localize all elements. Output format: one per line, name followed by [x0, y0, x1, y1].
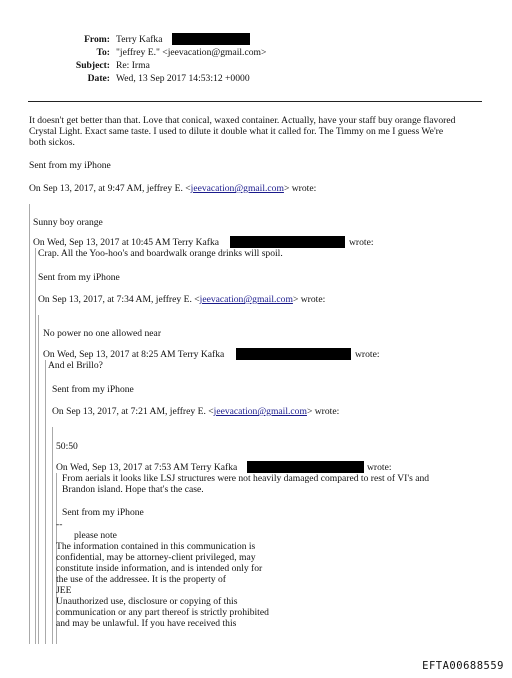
quoted-message: No power no one allowed near: [43, 328, 162, 339]
body-line: both sickos.: [29, 137, 75, 148]
email-link[interactable]: jeevacation@gmail.com: [199, 294, 293, 305]
quote-attribution: [38, 294, 325, 305]
quoted-message: Brandon island. Hope that's the case.: [62, 484, 204, 495]
to-label: To:: [96, 47, 110, 58]
quoted-message: Crap. All the Yoo-hoo's and boardwalk orange drinks will spoil.: [38, 248, 283, 259]
quote-attribution: On Wed, Sep 13, 2017 at 7:53 AM Terry Kafka: [56, 462, 238, 473]
attribution-text: > wrote:: [292, 294, 326, 305]
subject-value: Re: Irma: [116, 60, 150, 71]
attribution-text: On Sep 13, 2017, at 7:34 AM, jeffrey E. <: [38, 294, 200, 305]
quote-bar: [45, 360, 46, 644]
signature: Sent from my iPhone: [52, 384, 134, 395]
email-link[interactable]: jeevacation@gmail.com: [213, 406, 307, 417]
subject-label: Subject:: [75, 60, 110, 71]
quote-bar: [38, 315, 39, 644]
disclaimer-line: the use of the addressee. It is the property of: [56, 574, 226, 585]
disclaimer-line: JEE: [56, 585, 72, 596]
disclaimer-line: confidential, may be attorney-client privileged, may: [56, 552, 256, 563]
quoted-message: And el Brillo?: [48, 360, 103, 371]
quote-attribution: On Wed, Sep 13, 2017 at 10:45 AM Terry Kafka: [33, 237, 220, 248]
disclaimer-heading: please note: [74, 530, 117, 541]
email-link[interactable]: jeevacation@gmail.com: [190, 183, 284, 194]
quote-bar: [35, 248, 36, 644]
quote-attribution: [52, 406, 339, 417]
redaction-bar: [230, 236, 345, 248]
quote-attribution: [29, 183, 316, 194]
document-id: EFTA00688559: [422, 660, 504, 672]
attribution-text: > wrote:: [283, 183, 317, 194]
quote-attribution: wrote:: [367, 462, 392, 473]
quote-attribution: On Wed, Sep 13, 2017 at 8:25 AM Terry Kafka: [43, 349, 225, 360]
redaction-bar: [236, 348, 351, 360]
disclaimer-line: communication or any part thereof is strictly prohibited: [56, 607, 269, 618]
quote-bar: [52, 427, 53, 644]
disclaimer-line: The information contained in this communication is: [56, 541, 256, 552]
quoted-message: 50:50: [56, 441, 78, 452]
signature: Sent from my iPhone: [29, 160, 111, 171]
redaction-bar: [172, 33, 250, 45]
attribution-text: On Sep 13, 2017, at 9:47 AM, jeffrey E. <: [29, 183, 191, 194]
signature-separator: --: [56, 519, 63, 530]
disclaimer-line: constitute inside information, and is intended only for: [56, 563, 263, 574]
header-divider: [28, 101, 482, 102]
redaction-bar: [247, 461, 364, 473]
from-value: Terry Kafka: [116, 34, 163, 45]
quoted-message: From aerials it looks like LSJ structures were not heavily damaged compared to rest of VI's and: [62, 473, 430, 484]
date-value: Wed, 13 Sep 2017 14:53:12 +0000: [116, 73, 250, 84]
quoted-message: Sunny boy orange: [33, 217, 103, 228]
from-label: From:: [84, 34, 110, 45]
disclaimer-line: and may be unlawful. If you have received this: [56, 618, 237, 629]
quote-bar: [29, 204, 30, 644]
to-value: "jeffrey E." <jeevacation@gmail.com>: [116, 47, 267, 58]
attribution-text: On Sep 13, 2017, at 7:21 AM, jeffrey E. <: [52, 406, 214, 417]
quote-attribution: wrote:: [349, 237, 374, 248]
attribution-text: > wrote:: [306, 406, 340, 417]
body-line: Crystal Light. Exact same taste. I used to dilute it double what it called for. The Timmy on me I guess We're: [29, 126, 444, 137]
signature: Sent from my iPhone: [38, 272, 120, 283]
signature: Sent from my iPhone: [62, 507, 144, 518]
date-label: Date:: [87, 73, 110, 84]
body-line: It doesn't get better than that. Love that conical, waxed container. Actually, have your staff buy orange flavored: [29, 115, 456, 126]
disclaimer-line: Unauthorized use, disclosure or copying of this: [56, 596, 238, 607]
quote-attribution: wrote:: [355, 349, 380, 360]
